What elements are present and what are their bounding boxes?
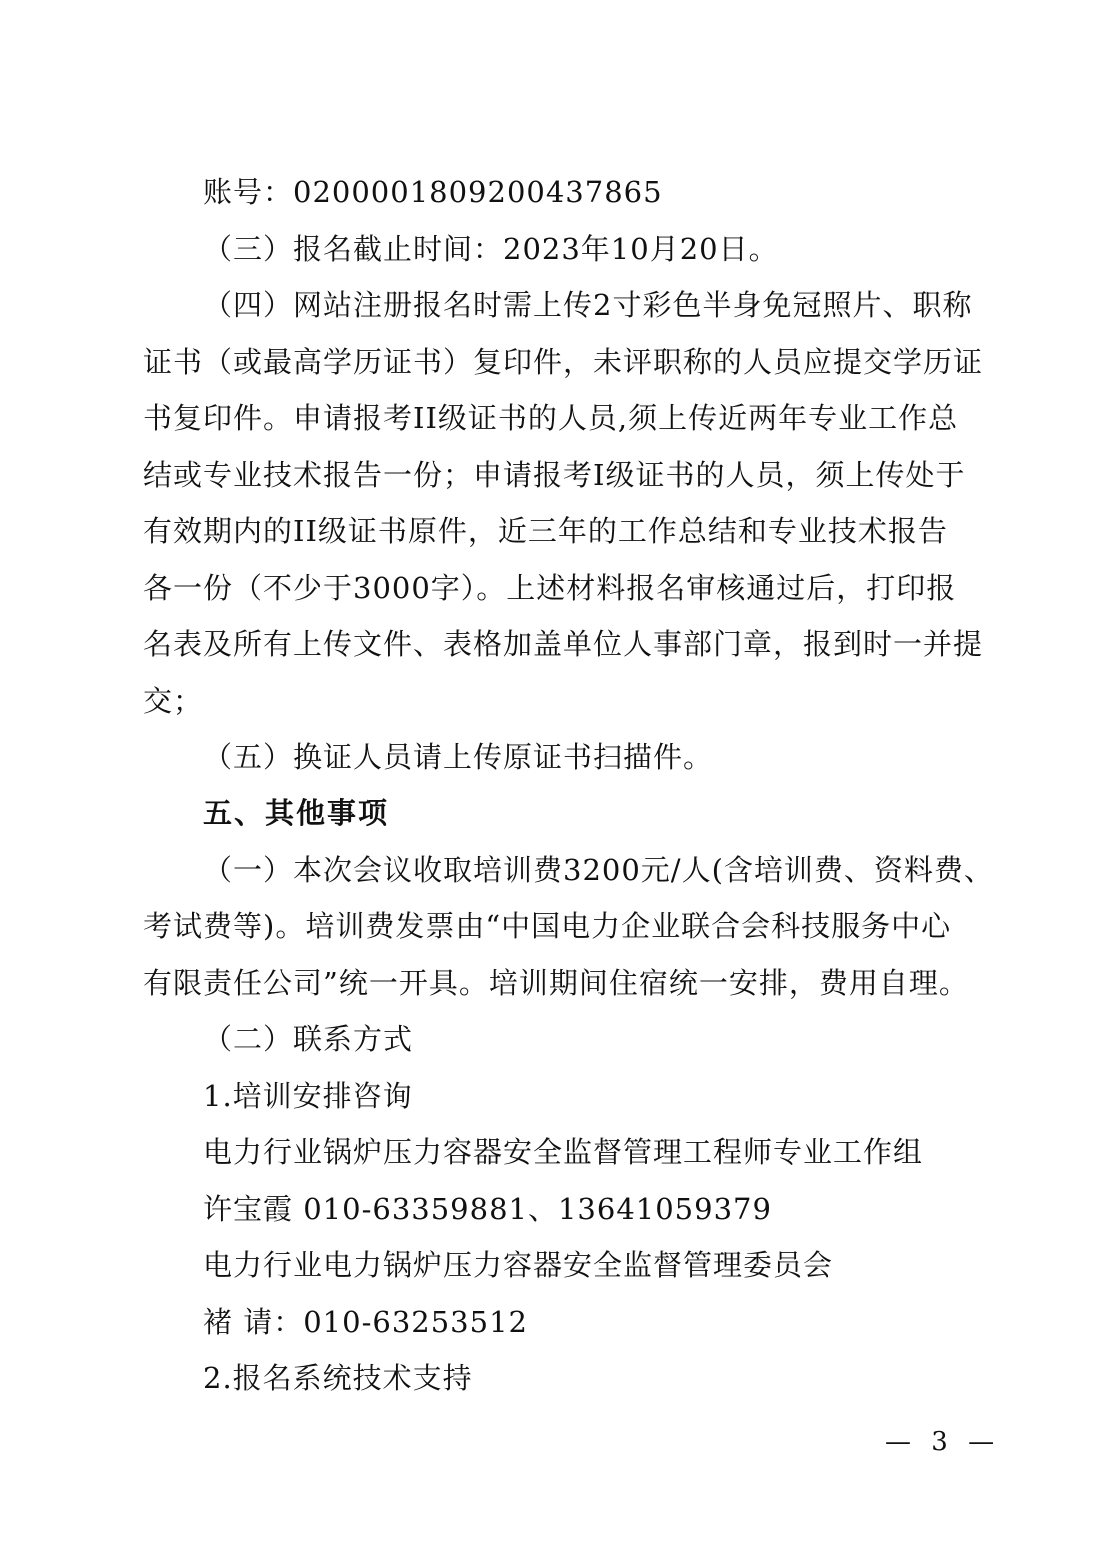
contact-person: 褚 请：010-63253512: [203, 1305, 528, 1339]
contact-section-title: （二）联系方式: [203, 1022, 414, 1056]
section-heading: 五、其他事项: [203, 796, 390, 830]
contact-organization: 电力行业锅炉压力容器安全监督管理工程师专业工作组: [203, 1135, 924, 1169]
item4-line: 结或专业技术报告一份；申请报考I级证书的人员，须上传处于: [143, 458, 966, 492]
page-number: — 3 —: [885, 1427, 1001, 1457]
fee-line: （一）本次会议收取培训费3200元/人(含培训费、资料费、: [203, 853, 994, 887]
item4-line: 交；: [143, 684, 204, 718]
item4-line: 书复印件。申请报考II级证书的人员,须上传近两年专业工作总: [143, 401, 959, 435]
item4-line: 各一份（不少于3000字）。上述材料报名审核通过后，打印报: [143, 571, 957, 605]
item4-line: 有效期内的II级证书原件，近三年的工作总结和专业技术报告: [143, 514, 948, 548]
account-number-line: 账号：0200001809200437865: [203, 175, 663, 209]
contact-organization: 电力行业电力锅炉压力容器安全监督管理委员会: [203, 1248, 834, 1282]
contact-person: 许宝霞 010-63359881、13641059379: [203, 1192, 772, 1226]
fee-line: 考试费等)。培训费发票由“中国电力企业联合会科技服务中心: [143, 909, 952, 943]
registration-deadline-line: （三）报名截止时间：2023年10月20日。: [203, 232, 779, 266]
item5-line: （五）换证人员请上传原证书扫描件。: [203, 740, 714, 774]
item4-line: 名表及所有上传文件、表格加盖单位人事部门章，报到时一并提: [143, 627, 984, 661]
contact-subtitle: 2.报名系统技术支持: [203, 1361, 473, 1395]
fee-line: 有限责任公司”统一开具。培训期间住宿统一安排，费用自理。: [143, 966, 969, 1000]
item4-line: （四）网站注册报名时需上传2寸彩色半身免冠照片、职称: [203, 288, 973, 322]
contact-subtitle: 1.培训安排咨询: [203, 1079, 413, 1113]
item4-line: 证书（或最高学历证书）复印件，未评职称的人员应提交学历证: [143, 345, 984, 379]
